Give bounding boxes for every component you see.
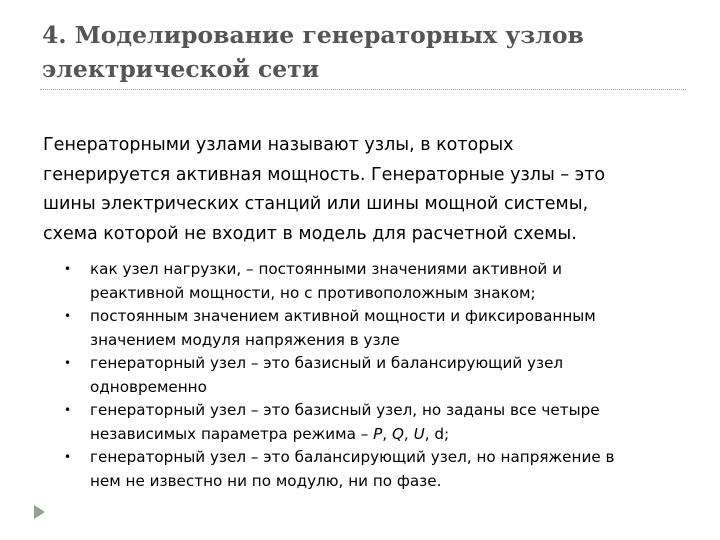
bullet-line: постоянным значением активной мощности и фиксированным: [90, 307, 596, 325]
bullet-item: [64, 305, 684, 352]
param-separator: ,: [382, 424, 392, 443]
intro-line: схема которой не входит в модель для расчетной схемы.: [43, 223, 577, 244]
param-d: d: [434, 424, 444, 443]
param-p: P: [373, 424, 383, 443]
bullet-line: реактивной мощности, но с противоположным знаком;: [90, 283, 536, 302]
bullet-list: [64, 258, 684, 493]
intro-paragraph: [43, 131, 683, 249]
param-q: Q: [391, 424, 404, 443]
bullet-line: одновременно: [90, 377, 207, 396]
bullet-icon: •: [64, 309, 72, 323]
triangle-right-icon: [34, 505, 45, 519]
bullet-icon: •: [64, 450, 72, 464]
bullet-line: генераторный узел – это балансирующий узел, но напряжение в: [90, 448, 615, 466]
bullet-item: [64, 446, 684, 493]
param-u: U: [413, 424, 425, 443]
bullet-icon: •: [64, 262, 72, 276]
bullet-line: [90, 423, 684, 447]
bullet-item: [64, 352, 684, 399]
intro-line: генерируется активная мощность. Генераторные узлы – это: [43, 164, 606, 185]
bullet-item: [64, 258, 684, 305]
param-separator: ,: [403, 424, 414, 443]
bullet-item: [64, 399, 684, 446]
title-line: 4. Моделирование генераторных узлов: [42, 21, 584, 49]
bullet-line: нем не известно ни по модулю, ни по фазе.: [90, 471, 442, 490]
slide-title: [42, 18, 682, 86]
intro-line: Генераторными узлами называют узлы, в которых: [43, 135, 514, 155]
bullet-line: значением модуля напряжения в узле: [90, 330, 400, 349]
intro-line: шины электрических станций или шины мощной системы,: [43, 194, 589, 214]
bullet-line: генераторный узел – это базисный и балансирующий узел: [90, 354, 564, 372]
title-line: электрической сети: [42, 55, 320, 83]
bullet-icon: •: [64, 403, 72, 417]
param-separator: ,: [424, 424, 435, 443]
bullet-line: как узел нагрузки, – постоянными значениями активной и: [90, 260, 562, 278]
title-divider: [40, 89, 686, 90]
bullet-line: генераторный узел – это базисный узел, но заданы все четыре: [90, 401, 600, 419]
bullet-icon: •: [64, 356, 72, 370]
params-suffix: ;: [444, 424, 450, 443]
params-prefix: независимых параметра режима –: [90, 424, 374, 443]
